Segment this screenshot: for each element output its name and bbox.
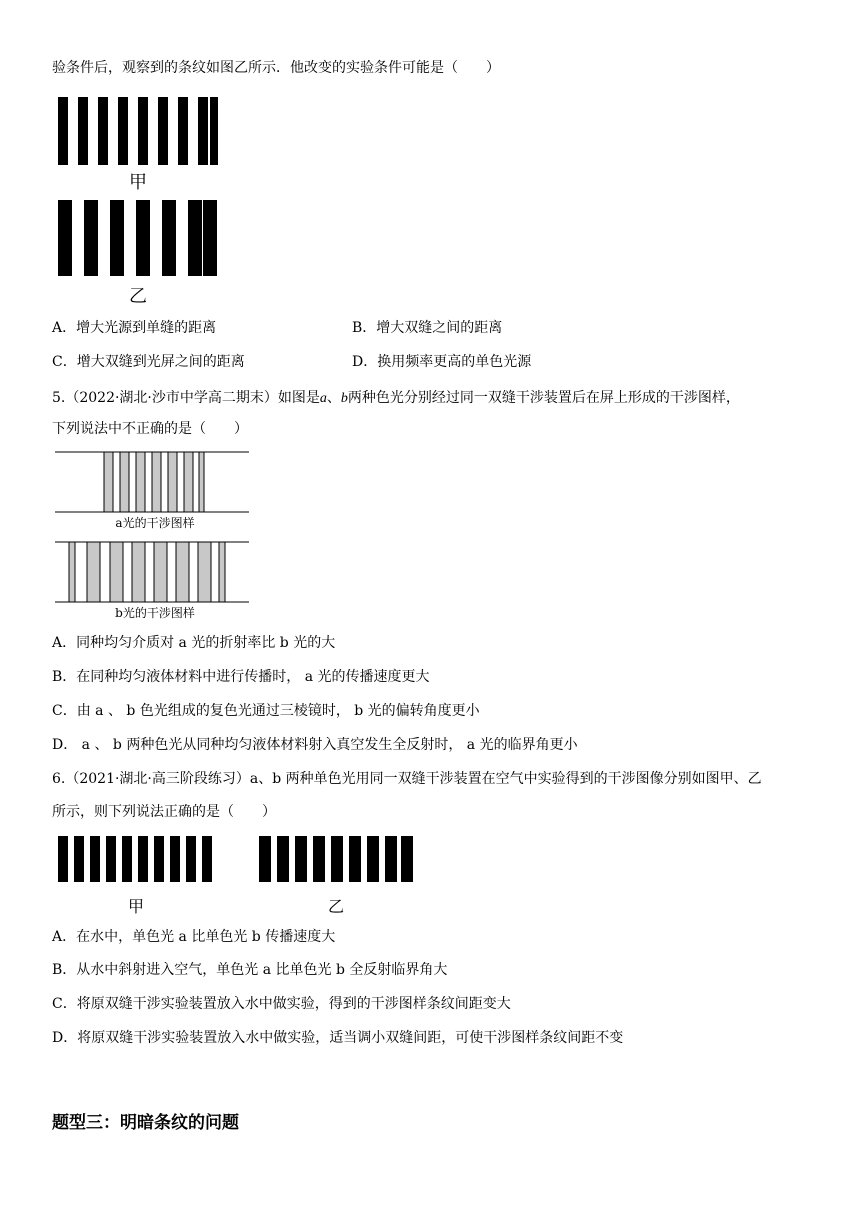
q5-option-a[interactable]: A．同种均匀介质对 a 光的折射率比 b 光的大 — [52, 635, 336, 651]
q6-stem-line2: 所示，则下列说法正确的是（ ） — [52, 804, 276, 820]
q5-fig-b-caption: b光的干涉图样 — [115, 606, 195, 620]
q6-fig-jia-label: 甲 — [127, 897, 144, 916]
q4-stem: 验条件后，观察到的条纹如图乙所示．他改变的实验条件可能是（ ） — [52, 60, 500, 76]
q5-option-b[interactable]: B．在同种均匀液体材料中进行传播时， a 光的传播速度更大 — [52, 669, 430, 685]
q5-fringe-figure-b — [55, 540, 250, 606]
q4-fringe-figure-jia — [55, 95, 225, 170]
q5-option-c[interactable]: C．由 a 、 b 色光组成的复色光通过三棱镜时， b 光的偏转角度更小 — [52, 703, 480, 719]
q6-option-c[interactable]: C．将原双缝干涉实验装置放入水中做实验，得到的干涉图样条纹间距变大 — [52, 996, 511, 1012]
q4-option-b[interactable]: B．增大双缝之间的距离 — [352, 320, 503, 336]
q6-option-a[interactable]: A．在水中，单色光 a 比单色光 b 传播速度大 — [52, 929, 336, 945]
section-heading: 题型三：明暗条纹的问题 — [52, 1113, 239, 1133]
q5-option-d[interactable]: D． a 、 b 两种色光从同种均匀液体材料射入真空发生全反射时， a 光的临界角更小 — [52, 737, 578, 753]
q4-option-d[interactable]: D．换用频率更高的单色光源 — [352, 354, 532, 370]
q6-stem-line1: 6.（2021·湖北·高三阶段练习）a、b 两种单色光用同一双缝干涉装置在空气中实验得到的干涉图像分别如图甲、乙 — [52, 771, 762, 787]
q5-fringe-figure-a — [55, 450, 250, 516]
q4-fig-yi-label: 乙 — [129, 286, 147, 307]
q4-option-a[interactable]: A．增大光源到单缝的距离 — [52, 320, 217, 336]
q6-option-b[interactable]: B．从水中斜射进入空气，单色光 a 比单色光 b 全反射临界角大 — [52, 962, 448, 978]
q5-stem-line2: 下列说法中不正确的是（ ） — [52, 421, 248, 437]
q6-option-d[interactable]: D．将原双缝干涉实验装置放入水中做实验，适当调小双缝间距，可使干涉图样条纹间距不变 — [52, 1030, 624, 1046]
q4-option-c[interactable]: C．增大双缝到光屏之间的距离 — [52, 354, 245, 370]
q5-stem-line1: 5.（2022·湖北·沙市中学高二期末）如图是a、b两种色光分别经过同一双缝干涉装置后在屏上形成的干涉图样， — [52, 390, 740, 406]
q6-fringe-figure-jia — [55, 836, 215, 884]
q4-fringe-figure-yi — [55, 198, 225, 280]
q6-fig-yi-label: 乙 — [327, 897, 344, 916]
q5-fig-a-caption: a光的干涉图样 — [115, 516, 195, 530]
q4-fig-jia-label: 甲 — [129, 172, 147, 193]
q6-fringe-figure-yi — [256, 836, 416, 884]
